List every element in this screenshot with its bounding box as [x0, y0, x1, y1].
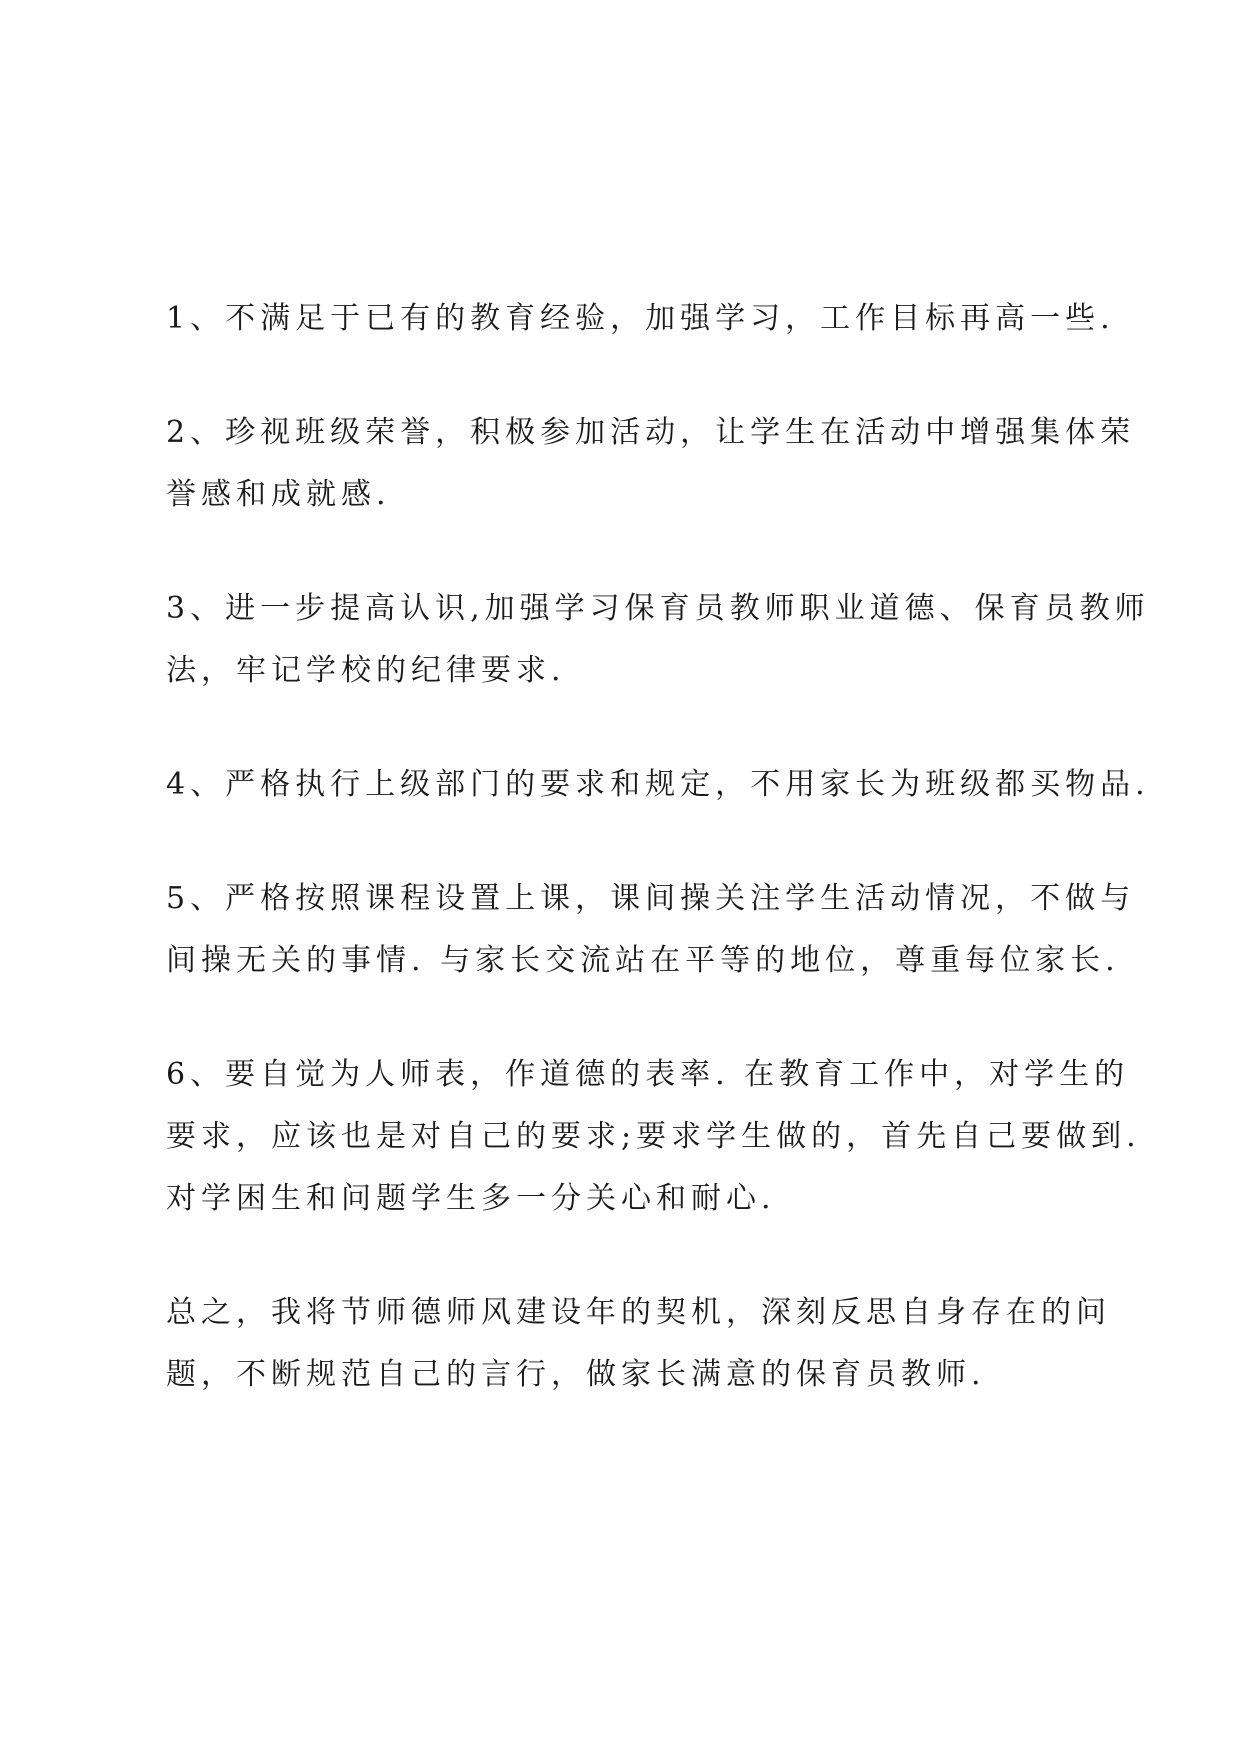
paragraph-line: 间操无关的事情. 与家长交流站在平等的地位，尊重每位家长.: [166, 943, 1120, 978]
paragraph-line: 4、严格执行上级部门的要求和规定，不用家长为班级都买物品.: [166, 767, 1150, 802]
paragraph-line: 6、要自觉为人师表，作道德的表率. 在教育工作中，对学生的: [166, 1057, 1130, 1092]
paragraph-line: 5、严格按照课程设置上课，课间操关注学生活动情况，不做与: [166, 881, 1136, 916]
paragraph-line: 誉感和成就感.: [166, 477, 391, 512]
paragraph-line: 2、珍视班级荣誉，积极参加活动，让学生在活动中增强集体荣: [166, 415, 1136, 450]
paragraph-1: [166, 288, 1115, 350]
paragraph-line: 1、不满足于已有的教育经验，加强学习，工作目标再高一些.: [166, 301, 1115, 336]
paragraph-6: [166, 1044, 1141, 1230]
paragraph-line: 法，牢记学校的纪律要求.: [166, 653, 566, 688]
paragraph-line: 总之，我将节师德师风建设年的契机，深刻反思自身存在的问: [166, 1295, 1111, 1330]
paragraph-5: [166, 868, 1136, 992]
paragraph-4: [166, 754, 1150, 816]
document-body: [166, 288, 1150, 1458]
paragraph-conclusion: [166, 1282, 1111, 1406]
paragraph-line: 3、进一步提高认识,加强学习保育员教师职业道德、保育员教师: [166, 591, 1150, 626]
paragraph-line: 题，不断规范自己的言行，做家长满意的保育员教师.: [166, 1357, 986, 1392]
paragraph-3: [166, 578, 1150, 702]
paragraph-line: 对学困生和问题学生多一分关心和耐心.: [166, 1181, 776, 1216]
paragraph-line: 要求，应该也是对自己的要求;要求学生做的，首先自己要做到.: [166, 1119, 1141, 1154]
paragraph-2: [166, 402, 1136, 526]
